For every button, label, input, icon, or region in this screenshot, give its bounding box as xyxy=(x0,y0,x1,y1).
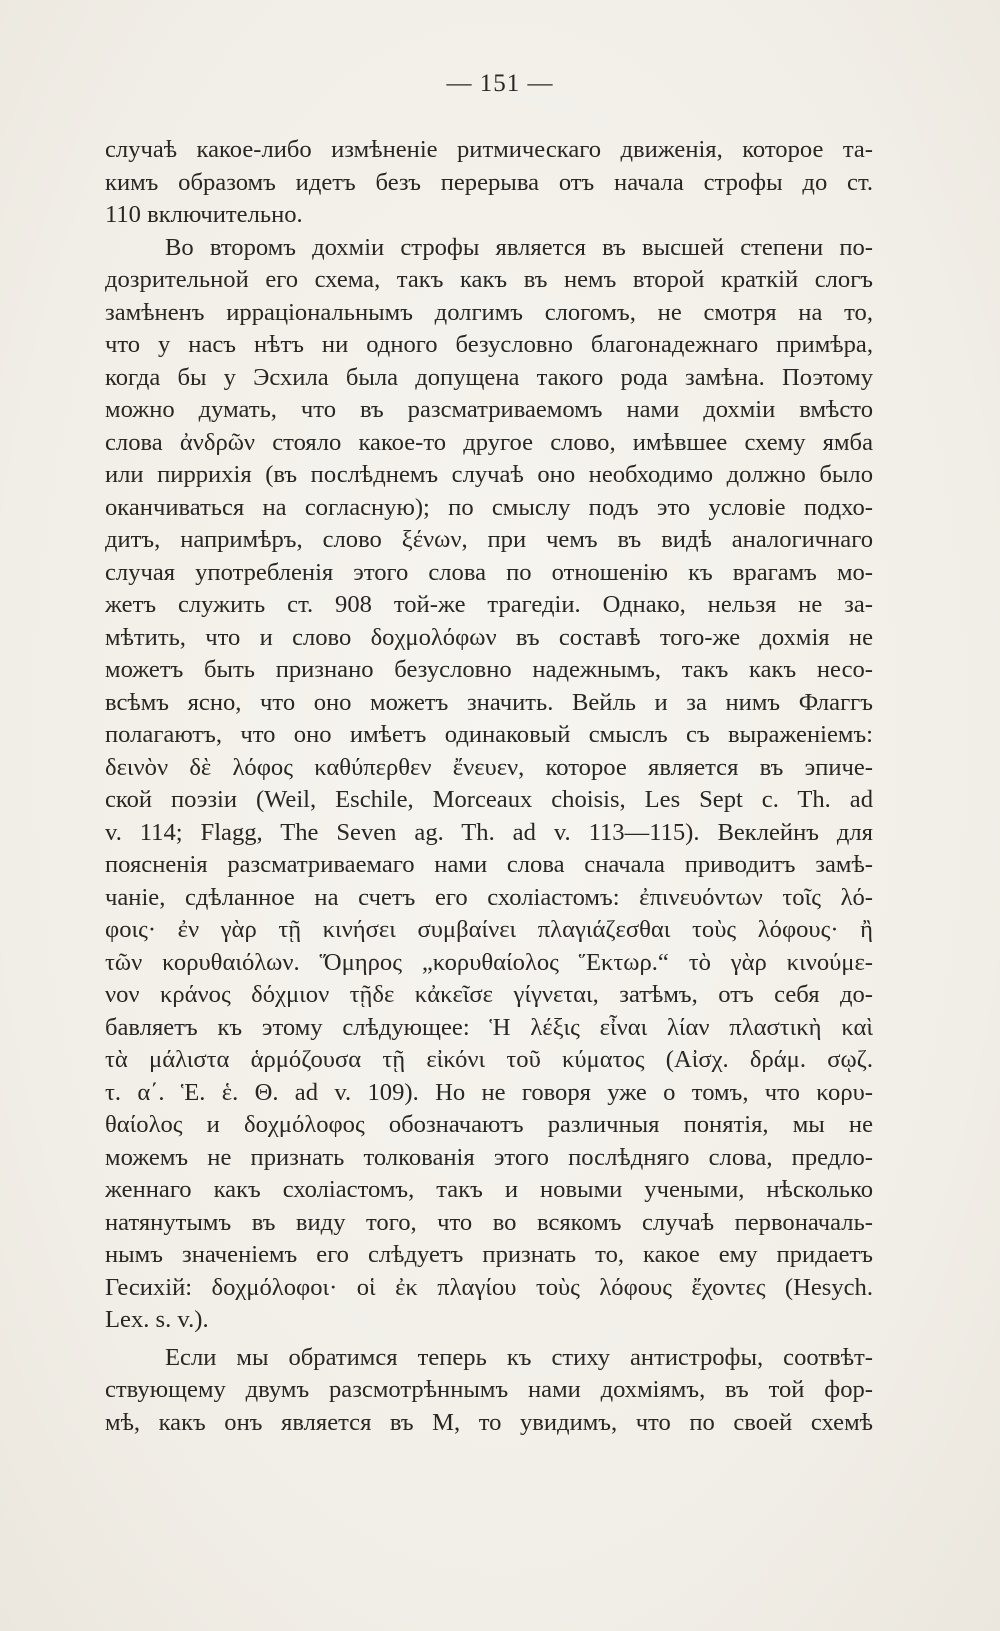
text-line: можно думать, что въ разсматриваемомъ нами дохміи вмѣсто xyxy=(105,396,873,423)
text-line: ствующему двумъ разсмотрѣннымъ нами дохміямъ, въ той фор- xyxy=(105,1376,873,1403)
text-line: когда бы у Эсхила была допущена такого рода замѣна. Поэтому xyxy=(105,363,873,391)
text-line: δεινὸν δὲ λόφος καθύπερθεν ἔνευεν, которое является въ эпиче- xyxy=(105,753,873,781)
text-line: чаніе, сдѣланное на счетъ его схоліастомъ: ἐπινευόντων τοῖς λό- xyxy=(105,883,873,911)
text-line: дитъ, напримѣръ, слово ξένων, при чемъ въ видѣ аналогичнаго xyxy=(105,526,873,553)
body-text xyxy=(105,134,873,1439)
text-line: φοις· ἐν γὰρ τῇ κινήσει συμβαίνει πλαγιάζεσθαι τοὺς λόφους· ἢ xyxy=(105,916,873,943)
text-line: θαίολος и δοχμόλοφος обозначаютъ различныя понятія, мы не xyxy=(105,1111,873,1138)
text-line: бавляетъ къ этому слѣдующее: Ἡ λέξις εἶναι λίαν πλαστικὴ καὶ xyxy=(105,1013,873,1041)
text-line: v. 114; Flagg, The Seven ag. Th. ad v. 113—115). Веклейнъ для xyxy=(105,818,873,846)
text-line: кимъ образомъ идетъ безъ перерыва отъ начала строфы до ст. xyxy=(105,168,873,196)
text-line: Во второмъ дохміи строфы является въ высшей степени по- xyxy=(165,233,873,261)
text-line: мѣ, какъ онъ является въ М, то увидимъ, что по своей схемѣ xyxy=(105,1408,873,1436)
text-line: Гесихій: δοχμόλοφοι· οἱ ἐκ πλαγίου τοὺς λόφους ἔχοντες (Hesych. xyxy=(105,1273,873,1301)
text-line: ской поэзіи (Weil, Eschile, Morceaux choisis, Les Sept c. Th. ad xyxy=(105,786,873,813)
text-line: Если мы обратимся теперь къ стиху антистрофы, соотвѣт- xyxy=(165,1343,873,1371)
text-line: женнаго какъ схоліастомъ, такъ и новыми учеными, нѣсколько xyxy=(105,1176,873,1203)
text-line: можемъ не признать толкованія этого послѣдняго слова, предло- xyxy=(105,1143,873,1171)
text-line: νον κράνος δόχμιον τῇδε κἀκεῖσε γίγνεται, затѣмъ, отъ себя до- xyxy=(105,981,873,1008)
text-line: натянутымъ въ виду того, что во всякомъ случаѣ первоначаль- xyxy=(105,1208,873,1236)
text-line: дозрительной его схема, такъ какъ въ немъ второй краткій слогъ xyxy=(105,266,873,293)
text-line: случая употребленія этого слова по отношенію къ врагамъ мо- xyxy=(105,558,873,586)
text-line: всѣмъ ясно, что оно можетъ значить. Вейль и за нимъ Флаггъ xyxy=(105,688,873,716)
text-line: что у насъ нѣтъ ни одного безусловно благонадежнаго примѣра, xyxy=(105,331,873,358)
text-line: нымъ значеніемъ его слѣдуетъ признать то, какое ему придаетъ xyxy=(105,1241,873,1268)
text-line: случаѣ какое-либо измѣненіе ритмическаго движенія, которое та- xyxy=(105,136,873,163)
text-line: или пиррихія (въ послѣднемъ случаѣ оно необходимо должно было xyxy=(105,461,873,488)
page-number: — 151 — xyxy=(446,70,554,97)
text-line: можетъ быть признано безусловно надежнымъ, такъ какъ несо- xyxy=(105,656,873,683)
text-line: мѣтить, что и слово δοχμολόφων въ составѣ того-же дохмія не xyxy=(105,623,873,651)
text-line: 110 включительно. xyxy=(105,201,303,228)
text-line: Lex. s. v.). xyxy=(105,1306,209,1333)
text-line: замѣненъ ирраціональнымъ долгимъ слогомъ, не смотря на то, xyxy=(105,298,873,326)
text-line: жетъ служить ст. 908 той-же трагедіи. Однако, нельзя не за- xyxy=(105,591,873,618)
text-line: оканчиваться на согласную); по смыслу подъ это условіе подхо- xyxy=(105,493,873,521)
text-line: τῶν κορυθαιόλων. Ὅμηρος „κορυθαίολος Ἕκτωρ.“ τὸ γὰρ κινούμε- xyxy=(105,948,873,976)
text-line: τ. α΄. Ἑ. ἑ. Θ. ad v. 109). Но не говоря уже о томъ, что κορυ- xyxy=(105,1078,873,1106)
text-line: полагаютъ, что оно имѣетъ одинаковый смыслъ съ выраженіемъ: xyxy=(105,721,873,748)
text-line: слова ἀνδρῶν стояло какое-то другое слово, имѣвшее схему ямба xyxy=(105,428,873,456)
text-line: поясненія разсматриваемаго нами слова сначала приводитъ замѣ- xyxy=(105,851,873,878)
text-line: τὰ μάλιστα ἁρμόζουσα τῇ εἰκόνι τοῦ κύματος (Αἰσχ. δράμ. σῳζ. xyxy=(105,1046,873,1073)
